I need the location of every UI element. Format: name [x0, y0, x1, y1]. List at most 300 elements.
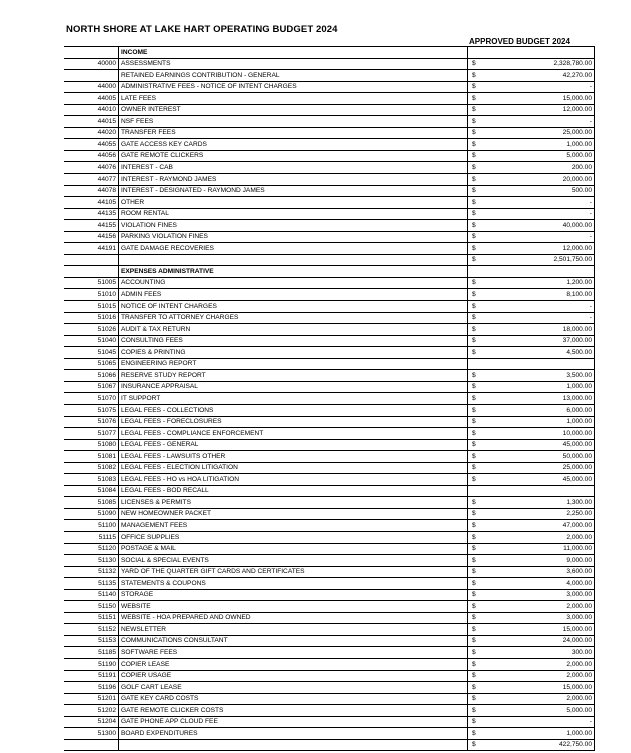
account-code-cell — [64, 47, 119, 59]
description-cell: POSTAGE & MAIL — [119, 543, 468, 555]
table-row — [64, 462, 595, 474]
currency-symbol-cell: $ — [468, 347, 493, 359]
amount-cell: - — [492, 312, 595, 324]
table-row — [64, 428, 595, 440]
account-code-cell: 44156 — [64, 231, 119, 243]
account-code-cell: 51150 — [64, 601, 119, 613]
account-code-cell: 51065 — [64, 358, 119, 370]
table-row — [64, 508, 595, 520]
table-row — [64, 185, 595, 197]
amount-cell: 2,250.00 — [492, 508, 595, 520]
description-cell: ROOM RENTAL — [119, 208, 468, 220]
amount-cell — [492, 266, 595, 278]
table-row — [64, 347, 595, 359]
currency-symbol-cell: $ — [468, 93, 493, 105]
amount-cell: 2,000.00 — [492, 531, 595, 543]
account-code-cell: 51201 — [64, 693, 119, 705]
amount-cell: 1,000.00 — [492, 139, 595, 151]
description-cell: GATE PHONE APP CLOUD FEE — [119, 716, 468, 728]
currency-symbol-cell: $ — [468, 139, 493, 151]
currency-symbol-cell: $ — [468, 474, 493, 486]
account-code-cell: 51077 — [64, 428, 119, 440]
description-cell: STORAGE — [119, 589, 468, 601]
description-cell: INCOME — [119, 47, 468, 59]
description-cell: ADMINISTRATIVE FEES - NOTICE OF INTENT CHARGES — [119, 81, 468, 93]
currency-symbol-cell: $ — [468, 635, 493, 647]
amount-cell: 10,000.00 — [492, 428, 595, 440]
amount-cell: 200.00 — [492, 162, 595, 174]
currency-symbol-cell: $ — [468, 705, 493, 717]
description-cell: CONSULTING FEES — [119, 335, 468, 347]
description-cell: LEGAL FEES - LAWSUITS OTHER — [119, 451, 468, 463]
table-row — [64, 324, 595, 336]
currency-symbol-cell: $ — [468, 116, 493, 128]
currency-symbol-cell: $ — [468, 243, 493, 255]
amount-cell: - — [492, 301, 595, 313]
account-code-cell: 51140 — [64, 589, 119, 601]
currency-symbol-cell: $ — [468, 462, 493, 474]
currency-symbol-cell: $ — [468, 451, 493, 463]
table-row — [64, 728, 595, 740]
currency-symbol-cell: $ — [468, 508, 493, 520]
amount-cell: 42,270.00 — [492, 70, 595, 82]
table-row — [64, 647, 595, 659]
description-cell: NSF FEES — [119, 116, 468, 128]
description-cell: LEGAL FEES - ELECTION LITIGATION — [119, 462, 468, 474]
description-cell: RESERVE STUDY REPORT — [119, 370, 468, 382]
account-code-cell — [64, 70, 119, 82]
amount-cell: 4,000.00 — [492, 578, 595, 590]
currency-symbol-cell: $ — [468, 58, 493, 70]
account-code-cell: 51202 — [64, 705, 119, 717]
table-row — [64, 404, 595, 416]
description-cell: OFFICE SUPPLIES — [119, 531, 468, 543]
account-code-cell: 51135 — [64, 578, 119, 590]
table-row — [64, 555, 595, 567]
description-cell: INSURANCE APPRAISAL — [119, 381, 468, 393]
currency-symbol-cell: $ — [468, 531, 493, 543]
account-code-cell: 51196 — [64, 682, 119, 694]
description-cell: WEBSITE - HOA PREPARED AND OWNED — [119, 612, 468, 624]
account-code-cell: 51120 — [64, 543, 119, 555]
currency-symbol-cell — [468, 266, 493, 278]
amount-cell: 18,000.00 — [492, 324, 595, 336]
table-row — [64, 81, 595, 93]
amount-cell: 5,000.00 — [492, 150, 595, 162]
account-code-cell: 51045 — [64, 347, 119, 359]
currency-symbol-cell: $ — [468, 254, 493, 266]
currency-symbol-cell: $ — [468, 393, 493, 405]
account-code-cell: 51075 — [64, 404, 119, 416]
description-cell: AUDIT & TAX RETURN — [119, 324, 468, 336]
description-cell: GATE KEY CARD COSTS — [119, 693, 468, 705]
account-code-cell: 51082 — [64, 462, 119, 474]
currency-symbol-cell — [468, 47, 493, 59]
currency-symbol-cell: $ — [468, 612, 493, 624]
description-cell: COPIES & PRINTING — [119, 347, 468, 359]
description-cell — [119, 254, 468, 266]
account-code-cell: 40000 — [64, 58, 119, 70]
amount-cell: 40,000.00 — [492, 220, 595, 232]
account-code-cell: 51191 — [64, 670, 119, 682]
account-code-cell: 44056 — [64, 150, 119, 162]
amount-cell: - — [492, 116, 595, 128]
table-row — [64, 439, 595, 451]
section-header-row — [64, 47, 595, 59]
account-code-cell: 44155 — [64, 220, 119, 232]
currency-symbol-cell: $ — [468, 520, 493, 532]
account-code-cell: 44055 — [64, 139, 119, 151]
description-cell: COPIER LEASE — [119, 658, 468, 670]
currency-symbol-cell: $ — [468, 197, 493, 209]
currency-symbol-cell: $ — [468, 716, 493, 728]
account-code-cell: 51084 — [64, 485, 119, 497]
amount-cell: - — [492, 197, 595, 209]
currency-symbol-cell: $ — [468, 81, 493, 93]
description-cell — [119, 739, 468, 751]
account-code-cell: 51151 — [64, 612, 119, 624]
table-row — [64, 670, 595, 682]
currency-symbol-cell: $ — [468, 578, 493, 590]
currency-symbol-cell: $ — [468, 439, 493, 451]
description-cell: MANAGEMENT FEES — [119, 520, 468, 532]
description-cell: WEBSITE — [119, 601, 468, 613]
description-cell: INTEREST - DESIGNATED - RAYMOND JAMES — [119, 185, 468, 197]
table-row — [64, 289, 595, 301]
amount-cell: 3,500.00 — [492, 370, 595, 382]
budget-table — [64, 46, 595, 751]
description-cell: LEGAL FEES - BOD RECALL — [119, 485, 468, 497]
amount-cell: 25,000.00 — [492, 127, 595, 139]
amount-cell: 11,000.00 — [492, 543, 595, 555]
currency-symbol-cell: $ — [468, 601, 493, 613]
amount-cell: 15,000.00 — [492, 93, 595, 105]
account-code-cell: 44077 — [64, 174, 119, 186]
table-row — [64, 381, 595, 393]
amount-cell — [492, 358, 595, 370]
account-code-cell: 51152 — [64, 624, 119, 636]
table-row — [64, 485, 595, 497]
table-row — [64, 139, 595, 151]
table-row — [64, 705, 595, 717]
account-code-cell: 51080 — [64, 439, 119, 451]
amount-cell: 25,000.00 — [492, 462, 595, 474]
description-cell: OTHER — [119, 197, 468, 209]
currency-symbol-cell: $ — [468, 647, 493, 659]
account-code-cell: 51204 — [64, 716, 119, 728]
account-code-cell — [64, 266, 119, 278]
account-code-cell: 51015 — [64, 301, 119, 313]
description-cell: ADMIN FEES — [119, 289, 468, 301]
account-code-cell — [64, 739, 119, 751]
description-cell: VIOLATION FINES — [119, 220, 468, 232]
currency-symbol-cell: $ — [468, 589, 493, 601]
table-row — [64, 566, 595, 578]
description-cell: GATE DAMAGE RECOVERIES — [119, 243, 468, 255]
account-code-cell: 51115 — [64, 531, 119, 543]
currency-symbol-cell: $ — [468, 174, 493, 186]
table-row — [64, 393, 595, 405]
table-row — [64, 589, 595, 601]
currency-symbol-cell: $ — [468, 555, 493, 567]
table-row — [64, 312, 595, 324]
currency-symbol-cell: $ — [468, 150, 493, 162]
table-row — [64, 601, 595, 613]
account-code-cell: 51076 — [64, 416, 119, 428]
description-cell: SOFTWARE FEES — [119, 647, 468, 659]
currency-symbol-cell: $ — [468, 682, 493, 694]
table-row — [64, 127, 595, 139]
account-code-cell: 44191 — [64, 243, 119, 255]
description-cell: EXPENSES ADMINISTRATIVE — [119, 266, 468, 278]
currency-symbol-cell: $ — [468, 543, 493, 555]
amount-cell: - — [492, 208, 595, 220]
section-header-row — [64, 266, 595, 278]
currency-symbol-cell: $ — [468, 185, 493, 197]
description-cell: GATE REMOTE CLICKER COSTS — [119, 705, 468, 717]
amount-cell: 422,750.00 — [492, 739, 595, 751]
table-row — [64, 658, 595, 670]
account-code-cell: 51190 — [64, 658, 119, 670]
description-cell: NOTICE OF INTENT CHARGES — [119, 301, 468, 313]
account-code-cell: 44005 — [64, 93, 119, 105]
amount-cell: 1,000.00 — [492, 416, 595, 428]
account-code-cell: 44076 — [64, 162, 119, 174]
table-row — [64, 497, 595, 509]
account-code-cell: 51067 — [64, 381, 119, 393]
description-cell: RETAINED EARNINGS CONTRIBUTION - GENERAL — [119, 70, 468, 82]
table-row — [64, 162, 595, 174]
amount-cell: 3,600.00 — [492, 566, 595, 578]
currency-symbol-cell — [468, 485, 493, 497]
table-row — [64, 116, 595, 128]
description-cell: TRANSFER FEES — [119, 127, 468, 139]
description-cell: GATE ACCESS KEY CARDS — [119, 139, 468, 151]
account-code-cell: 51132 — [64, 566, 119, 578]
amount-cell: 9,000.00 — [492, 555, 595, 567]
table-row — [64, 301, 595, 313]
amount-cell: 24,000.00 — [492, 635, 595, 647]
currency-symbol-cell: $ — [468, 220, 493, 232]
description-cell: STATEMENTS & COUPONS — [119, 578, 468, 590]
table-row — [64, 208, 595, 220]
currency-symbol-cell: $ — [468, 693, 493, 705]
amount-cell: 4,500.00 — [492, 347, 595, 359]
description-cell: PARKING VIOLATION FINES — [119, 231, 468, 243]
table-row — [64, 231, 595, 243]
currency-symbol-cell: $ — [468, 104, 493, 116]
amount-cell: 2,000.00 — [492, 601, 595, 613]
account-code-cell: 51026 — [64, 324, 119, 336]
description-cell: LEGAL FEES - GENERAL — [119, 439, 468, 451]
account-code-cell: 51100 — [64, 520, 119, 532]
amount-cell: 45,000.00 — [492, 474, 595, 486]
currency-symbol-cell: $ — [468, 739, 493, 751]
account-code-cell: 44015 — [64, 116, 119, 128]
description-cell: LEGAL FEES - HO vs HOA LITIGATION — [119, 474, 468, 486]
amount-cell: 8,100.00 — [492, 289, 595, 301]
table-row — [64, 70, 595, 82]
table-row — [64, 739, 595, 751]
table-row — [64, 370, 595, 382]
amount-cell: 1,200.00 — [492, 277, 595, 289]
table-row — [64, 682, 595, 694]
table-row — [64, 693, 595, 705]
description-cell: LEGAL FEES - COMPLIANCE ENFORCEMENT — [119, 428, 468, 440]
currency-symbol-cell: $ — [468, 324, 493, 336]
description-cell: ASSESSMENTS — [119, 58, 468, 70]
account-code-cell: 51083 — [64, 474, 119, 486]
description-cell: TRANSFER TO ATTORNEY CHARGES — [119, 312, 468, 324]
currency-symbol-cell: $ — [468, 162, 493, 174]
account-code-cell: 51300 — [64, 728, 119, 740]
description-cell: LEGAL FEES - FORECLOSURES — [119, 416, 468, 428]
amount-cell: 6,000.00 — [492, 404, 595, 416]
currency-symbol-cell: $ — [468, 728, 493, 740]
currency-symbol-cell: $ — [468, 70, 493, 82]
budget-table-body — [64, 47, 595, 751]
amount-cell: 45,000.00 — [492, 439, 595, 451]
amount-cell: 13,000.00 — [492, 393, 595, 405]
account-code-cell: 51081 — [64, 451, 119, 463]
account-code-cell: 51005 — [64, 277, 119, 289]
table-row — [64, 624, 595, 636]
table-row — [64, 474, 595, 486]
amount-cell: 300.00 — [492, 647, 595, 659]
amount-cell: 47,000.00 — [492, 520, 595, 532]
account-code-cell: 51010 — [64, 289, 119, 301]
table-row — [64, 578, 595, 590]
currency-symbol-cell: $ — [468, 670, 493, 682]
currency-symbol-cell: $ — [468, 208, 493, 220]
amount-cell: 3,000.00 — [492, 589, 595, 601]
description-cell: GATE REMOTE CLICKERS — [119, 150, 468, 162]
description-cell: NEWSLETTER — [119, 624, 468, 636]
description-cell: LEGAL FEES - COLLECTIONS — [119, 404, 468, 416]
amount-cell: 2,328,780.00 — [492, 58, 595, 70]
account-code-cell: 51016 — [64, 312, 119, 324]
currency-symbol-cell: $ — [468, 127, 493, 139]
currency-symbol-cell: $ — [468, 404, 493, 416]
table-row — [64, 612, 595, 624]
table-row — [64, 220, 595, 232]
table-row — [64, 451, 595, 463]
account-code-cell: 44010 — [64, 104, 119, 116]
currency-symbol-cell: $ — [468, 231, 493, 243]
amount-cell: 15,000.00 — [492, 624, 595, 636]
description-cell: ACCOUNTING — [119, 277, 468, 289]
table-row — [64, 531, 595, 543]
currency-symbol-cell: $ — [468, 381, 493, 393]
amount-cell — [492, 47, 595, 59]
amount-cell: 37,000.00 — [492, 335, 595, 347]
table-row — [64, 150, 595, 162]
description-cell: INTEREST - CAB — [119, 162, 468, 174]
amount-cell: 15,000.00 — [492, 682, 595, 694]
description-cell: NEW HOMEOWNER PACKET — [119, 508, 468, 520]
table-row — [64, 254, 595, 266]
currency-symbol-cell: $ — [468, 624, 493, 636]
description-cell: YARD OF THE QUARTER GIFT CARDS AND CERTIFICATES — [119, 566, 468, 578]
table-row — [64, 93, 595, 105]
account-code-cell: 51130 — [64, 555, 119, 567]
amount-cell: 12,000.00 — [492, 104, 595, 116]
description-cell: ENGINEERING REPORT — [119, 358, 468, 370]
currency-symbol-cell: $ — [468, 428, 493, 440]
account-code-cell: 44135 — [64, 208, 119, 220]
account-code-cell: 44105 — [64, 197, 119, 209]
amount-cell: 12,000.00 — [492, 243, 595, 255]
table-row — [64, 543, 595, 555]
account-code-cell: 51185 — [64, 647, 119, 659]
account-code-cell: 51040 — [64, 335, 119, 347]
description-cell: COPIER USAGE — [119, 670, 468, 682]
amount-cell: 2,000.00 — [492, 658, 595, 670]
account-code-cell — [64, 254, 119, 266]
description-cell: LICENSES & PERMITS — [119, 497, 468, 509]
amount-cell: 2,000.00 — [492, 670, 595, 682]
account-code-cell: 44020 — [64, 127, 119, 139]
amount-cell: 1,000.00 — [492, 728, 595, 740]
table-row — [64, 635, 595, 647]
currency-symbol-cell: $ — [468, 658, 493, 670]
table-row — [64, 277, 595, 289]
table-row — [64, 174, 595, 186]
currency-symbol-cell: $ — [468, 335, 493, 347]
currency-symbol-cell: $ — [468, 277, 493, 289]
column-header-approved-budget: APPROVED BUDGET 2024 — [469, 37, 570, 46]
table-row — [64, 243, 595, 255]
table-row — [64, 520, 595, 532]
description-cell: INTEREST - RAYMOND JAMES — [119, 174, 468, 186]
amount-cell: 2,501,750.00 — [492, 254, 595, 266]
description-cell: GOLF CART LEASE — [119, 682, 468, 694]
amount-cell: - — [492, 81, 595, 93]
account-code-cell: 44000 — [64, 81, 119, 93]
account-code-cell: 51153 — [64, 635, 119, 647]
table-row — [64, 358, 595, 370]
currency-symbol-cell: $ — [468, 312, 493, 324]
table-row — [64, 416, 595, 428]
amount-cell: 1,300.00 — [492, 497, 595, 509]
currency-symbol-cell: $ — [468, 289, 493, 301]
amount-cell: - — [492, 231, 595, 243]
page-title: NORTH SHORE AT LAKE HART OPERATING BUDGET 2024 — [66, 24, 338, 35]
table-row — [64, 716, 595, 728]
account-code-cell: 51085 — [64, 497, 119, 509]
description-cell: LATE FEES — [119, 93, 468, 105]
table-row — [64, 104, 595, 116]
amount-cell — [492, 485, 595, 497]
description-cell: OWNER INTEREST — [119, 104, 468, 116]
currency-symbol-cell: $ — [468, 416, 493, 428]
description-cell: SOCIAL & SPECIAL EVENTS — [119, 555, 468, 567]
account-code-cell: 51066 — [64, 370, 119, 382]
amount-cell: 1,000.00 — [492, 381, 595, 393]
amount-cell: 50,000.00 — [492, 451, 595, 463]
currency-symbol-cell: $ — [468, 301, 493, 313]
currency-symbol-cell — [468, 358, 493, 370]
description-cell: IT SUPPORT — [119, 393, 468, 405]
account-code-cell: 44078 — [64, 185, 119, 197]
amount-cell: 2,000.00 — [492, 693, 595, 705]
table-row — [64, 197, 595, 209]
table-row — [64, 335, 595, 347]
description-cell: BOARD EXPENDITURES — [119, 728, 468, 740]
currency-symbol-cell: $ — [468, 566, 493, 578]
amount-cell: - — [492, 716, 595, 728]
amount-cell: 20,000.00 — [492, 174, 595, 186]
